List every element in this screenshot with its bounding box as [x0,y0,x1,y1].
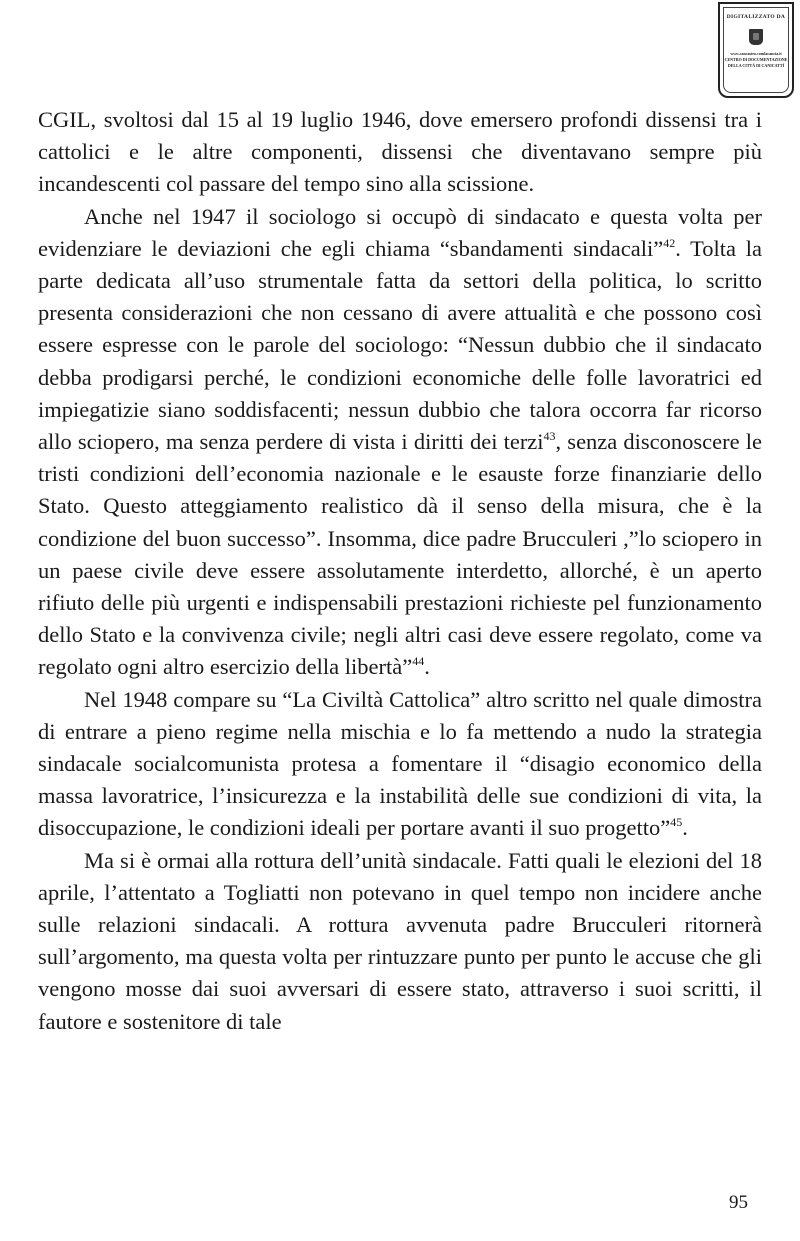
digitization-stamp [718,2,794,98]
paragraph-4 [38,845,762,1038]
paragraph-text: CGIL, svoltosi dal 15 al 19 luglio 1946, dove emersero profondi dissensi tra i cattolici e le altre componenti, dissensi che diventavano sempre più incandescenti col passare del tempo sino alla scissione. [38,107,762,197]
footnote-ref-42: 42 [663,235,676,250]
body-text [38,104,762,1038]
paragraph-text: , senza disconoscere le tristi condizioni dell’economia nazionale e le esauste forze finanziarie dello Stato. Questo atteggiamento realistico dà il senso della misura, che è la condizione del buon successo”. Insomma, dice padre Brucculeri ,”lo sciopero in un paese civile deve essere assolutamente interdetto, allorché, è un aperto rifiuto delle più urgenti e indispensabili prestazioni richieste pel funzionamento dello Stato e la convivenza civile; negli altri casi deve essere regolato, come va regolato ogni altro esercizio della libertà” [38,429,762,680]
stamp-line-1: CENTRO DI DOCUMENTAZIONE [724,57,788,62]
stamp-border [723,7,789,93]
stamp-url: www.cancastro.comlacancia.it [730,51,782,56]
footnote-ref-44: 44 [412,654,425,669]
paragraph-text: . [682,815,688,841]
paragraph-2 [38,201,762,684]
paragraph-text: Ma si è ormai alla rottura dell’unità sindacale. Fatti quali le elezioni del 18 aprile, l’attentato a Togliatti non potevano in quel tempo non incidere anche sulle relazioni sindacali. A rottura avvenuta padre Brucculeri ritornerà sull’argomento, ma questa volta per rintuzzare punto per punto le accuse che gli vengono mosse dai suoi avversari di essere stato, attraverso i suoi scritti, il fautore e sostenitore di tale [38,847,762,1034]
page-number: 95 [729,1192,748,1213]
stamp-line-2: DELLA CITTÀ DI CANICATTÌ [727,63,785,68]
footnote-ref-45: 45 [670,815,683,830]
paragraph-text: Anche nel 1947 il sociologo si occupò di sindacato e questa volta per evidenziare le deviazioni che egli chiama “sbandamenti sindacali” [38,203,762,261]
paragraph-3 [38,684,762,845]
paragraph-text: Nel 1948 compare su “La Civiltà Cattolica” altro scritto nel quale dimostra di entrare a pieno regime nella mischia e lo fa mettendo a nudo la strategia sindacale socialcomunista protesa a fomentare il “disagio economico della massa lavoratrice, l’insicurezza e la instabilità delle sue condizioni di vita, la disoccupazione, le condizioni ideali per portare avanti il suo progetto” [38,686,762,841]
paragraph-1 [38,104,762,201]
footnote-ref-43: 43 [543,429,556,444]
paragraph-text: . [424,654,430,680]
paragraph-text: . Tolta la parte dedicata all’uso strumentale fatta da settori della politica, lo scritto presenta considerazioni che non cessano di avere attualità e che possono così essere espresse con le parole del sociologo: “Nessun dubbio che il sindacato debba prodigarsi perché, le condizioni economiche delle folle lavoratrici ed impiegatizie siano soddisfacenti; nessun dubbio che talora occorra far ricorso allo sciopero, ma senza perdere di vista i diritti dei terzi [38,235,762,455]
city-crest-icon [749,29,763,45]
stamp-top-label: DIGITALIZZATO DA [726,14,786,20]
